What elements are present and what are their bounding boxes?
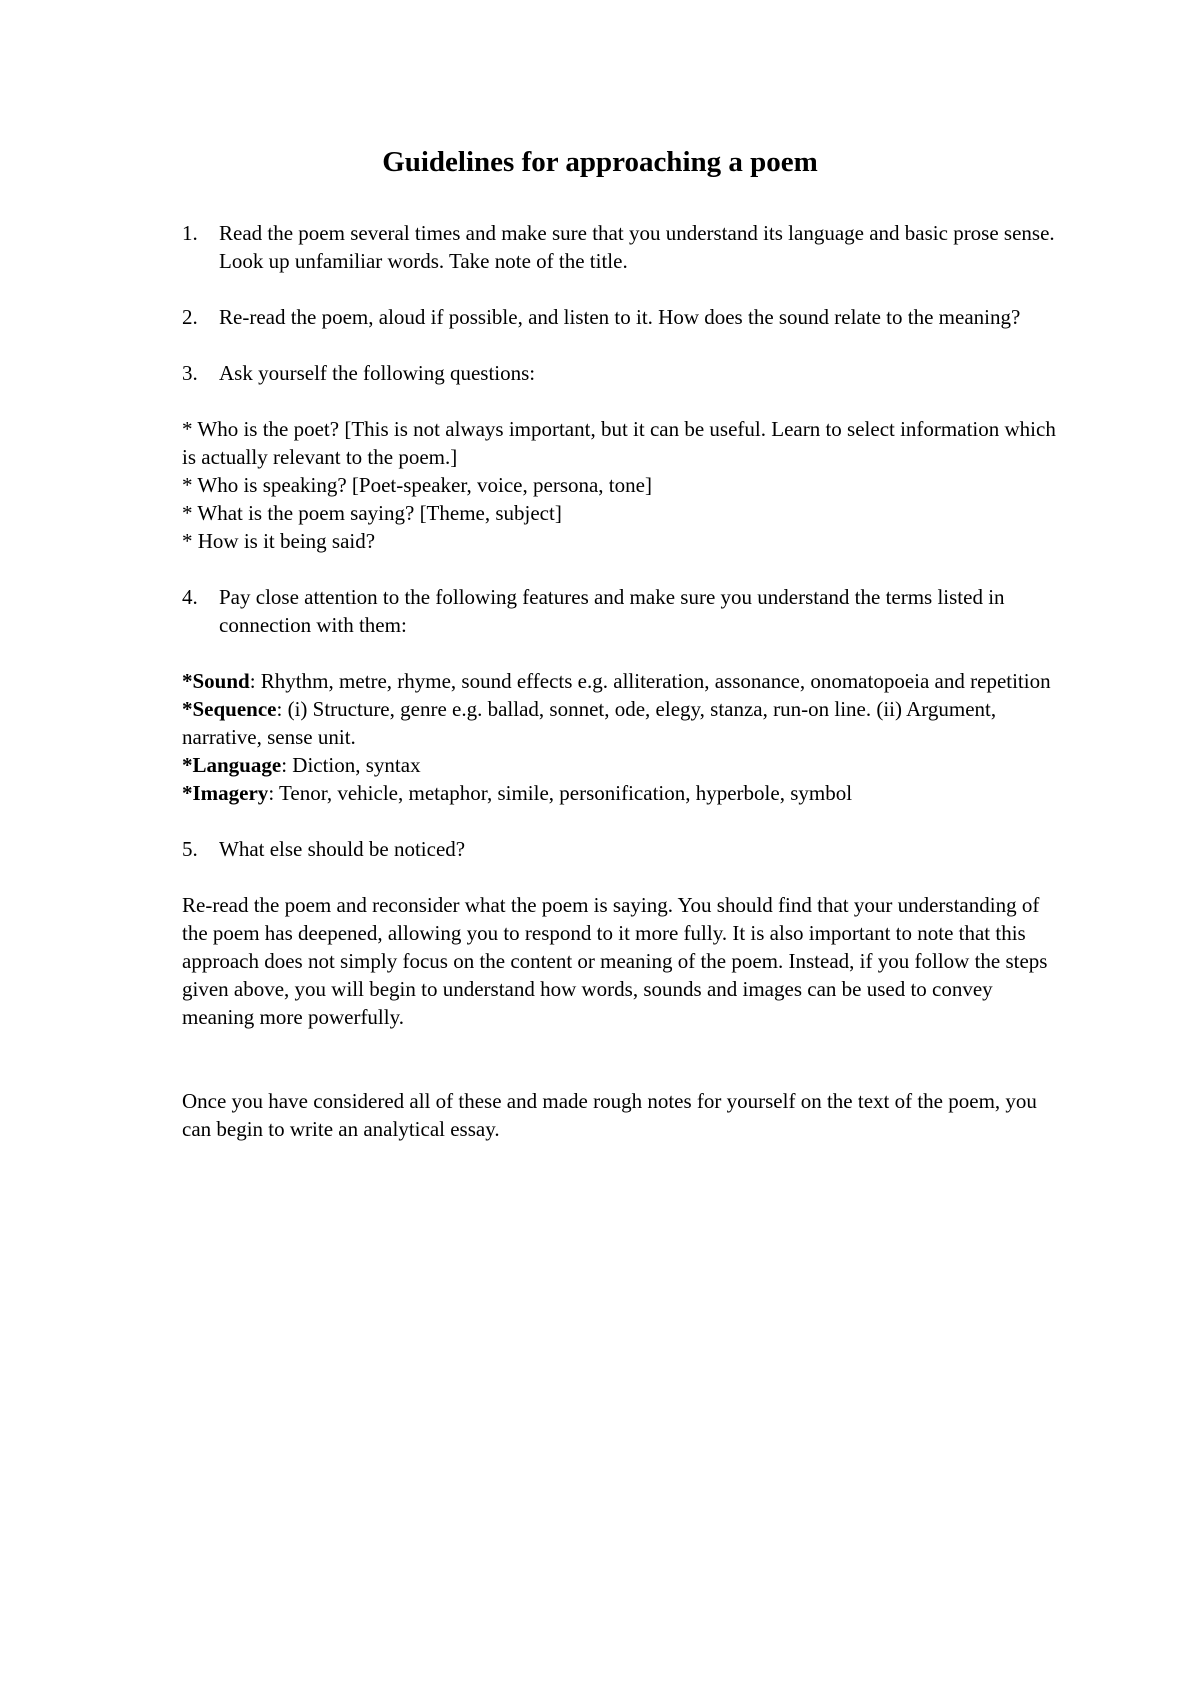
list-number: 3. <box>182 361 198 385</box>
list-text: Ask yourself the following questions: <box>219 361 536 385</box>
feature-line <box>182 667 1062 695</box>
page-title: Guidelines for approaching a poem <box>382 146 818 178</box>
list-number: 5. <box>182 837 198 861</box>
list-text: Pay close attention to the following features and make sure you understand the terms listed in connection with them: <box>219 585 1005 637</box>
list-number: 2. <box>182 305 198 329</box>
question-line: * How is it being said? <box>182 529 376 553</box>
list-item <box>182 835 1062 863</box>
list-item <box>182 583 1062 639</box>
feature-line <box>182 695 1062 751</box>
list-item <box>182 219 1062 275</box>
feature-term: *Sequence <box>182 697 277 721</box>
list-number: 4. <box>182 585 198 609</box>
list-text: Re-read the poem, aloud if possible, and listen to it. How does the sound relate to the meaning? <box>219 305 1021 329</box>
list-item <box>182 303 1062 331</box>
feature-description: : Tenor, vehicle, metaphor, simile, personification, hyperbole, symbol <box>268 781 853 805</box>
feature-term: *Sound <box>182 669 250 693</box>
question-line: * Who is speaking? [Poet-speaker, voice, persona, tone] <box>182 473 652 497</box>
list-text: What else should be noticed? <box>219 837 466 861</box>
question-line: * What is the poem saying? [Theme, subject] <box>182 501 562 525</box>
document-body <box>182 142 1062 1143</box>
question-line: * Who is the poet? [This is not always important, but it can be useful. Learn to select information which is actually relevant to the poem.] <box>182 417 1056 469</box>
list-number: 1. <box>182 221 198 245</box>
list-text: Read the poem several times and make sure that you understand its language and basic prose sense. Look up unfamiliar words. Take note of the title. <box>219 221 1055 273</box>
feature-line <box>182 779 1062 807</box>
final-paragraph: Once you have considered all of these and made rough notes for yourself on the text of the poem, you can begin to write an analytical essay. <box>182 1089 1037 1141</box>
feature-term: *Imagery <box>182 781 269 805</box>
feature-line <box>182 751 1062 779</box>
feature-description: : (i) Structure, genre e.g. ballad, sonnet, ode, elegy, stanza, run-on line. (ii) Argument, narrative, sense unit. <box>182 697 997 749</box>
feature-term: *Language <box>182 753 282 777</box>
feature-description: : Rhythm, metre, rhyme, sound effects e.g. alliteration, assonance, onomatopoeia and repetition <box>249 669 1051 693</box>
feature-description: : Diction, syntax <box>281 753 421 777</box>
list-item <box>182 359 1062 387</box>
reread-paragraph: Re-read the poem and reconsider what the poem is saying. You should find that your understanding of the poem has deepened, allowing you to respond to it more fully. It is also important to note that this approach does not simply focus on the content or meaning of the poem. Instead, if you follow the steps given above, you will begin to understand how words, sounds and images can be used to convey meaning more powerfully. <box>182 893 1048 1029</box>
